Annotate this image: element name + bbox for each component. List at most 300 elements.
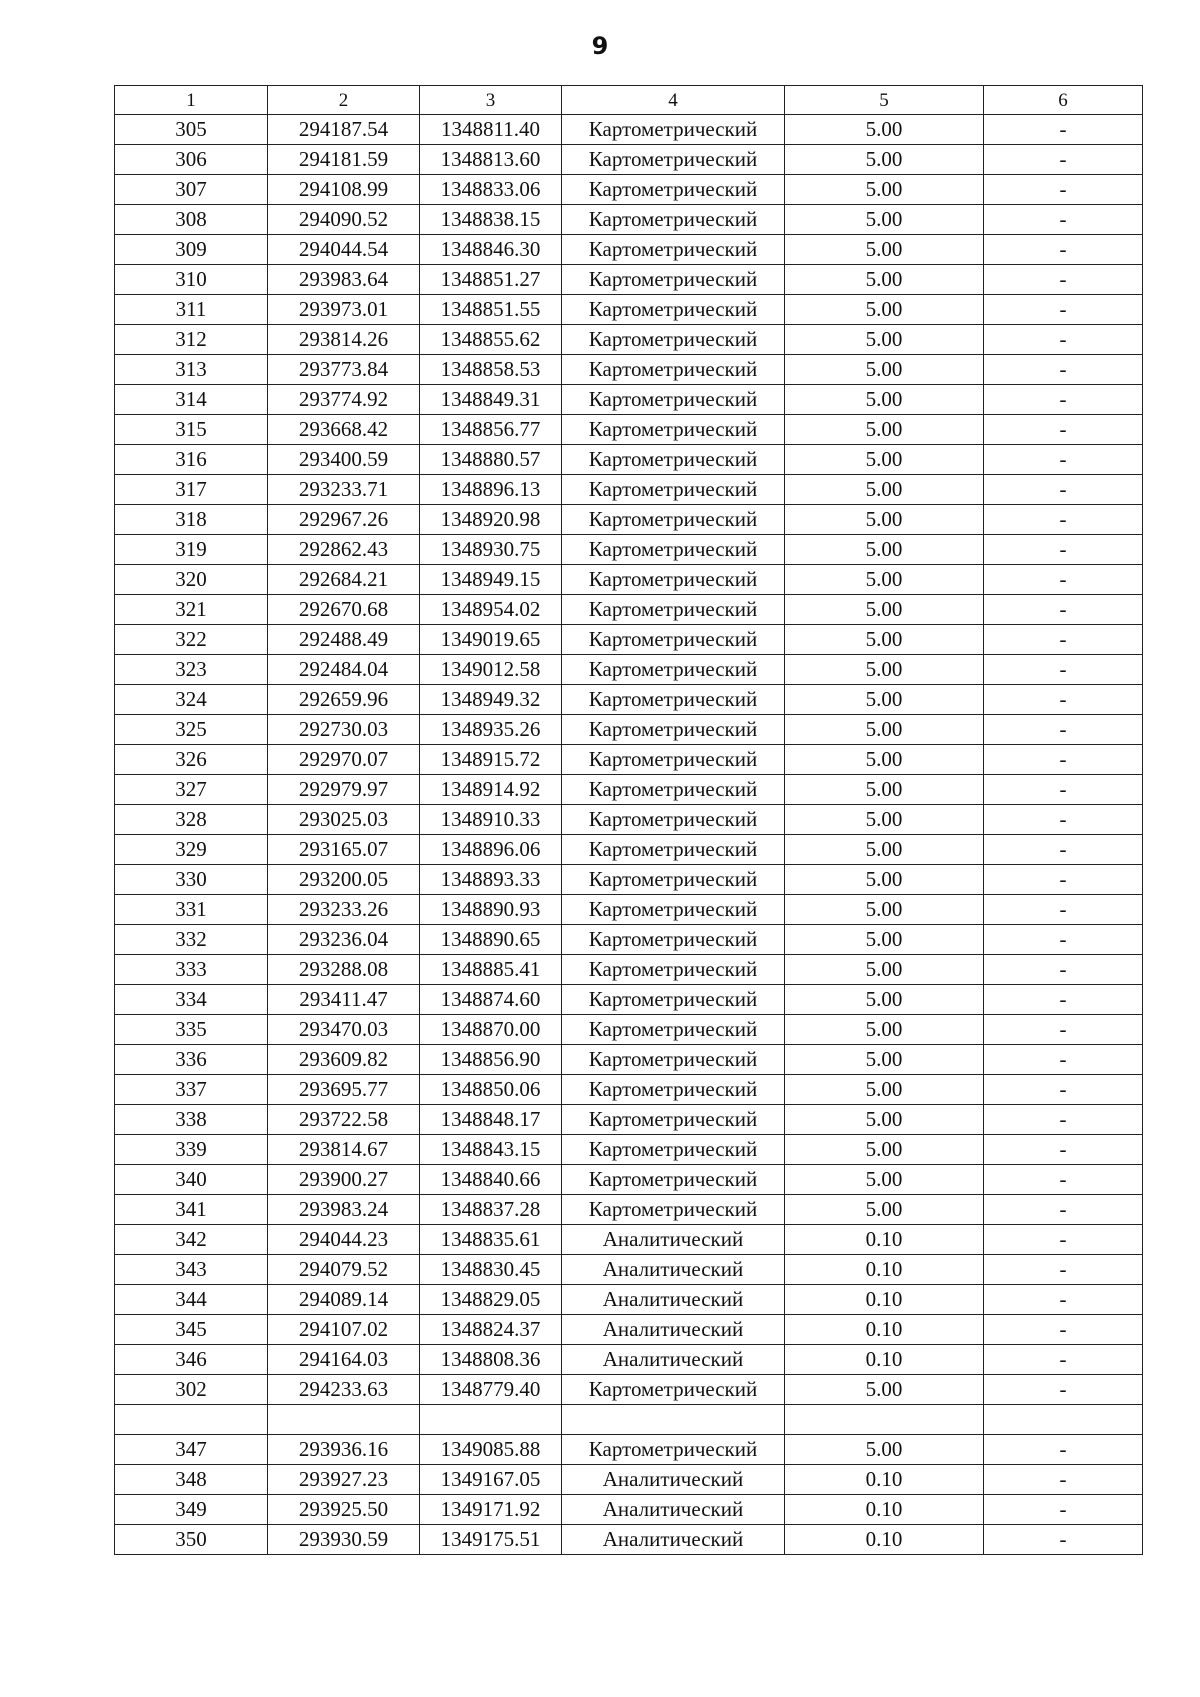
method-cell: Картометрический: [562, 1015, 785, 1045]
method-cell: Картометрический: [562, 445, 785, 475]
x-coordinate-cell: 293609.82: [268, 1045, 420, 1075]
y-coordinate-cell: 1348813.60: [420, 145, 562, 175]
point-number-cell: 310: [115, 265, 268, 295]
method-cell: Картометрический: [562, 985, 785, 1015]
method-cell: Картометрический: [562, 415, 785, 445]
method-cell: Картометрический: [562, 175, 785, 205]
accuracy-cell: 5.00: [785, 655, 984, 685]
method-cell: Картометрический: [562, 1045, 785, 1075]
table-row: [115, 865, 1143, 895]
y-coordinate-cell: 1348855.62: [420, 325, 562, 355]
note-cell: -: [984, 595, 1143, 625]
method-cell: Картометрический: [562, 1195, 785, 1225]
note-cell: -: [984, 115, 1143, 145]
table-row: [115, 1015, 1143, 1045]
y-coordinate-cell: 1348779.40: [420, 1375, 562, 1405]
method-cell: [562, 1405, 785, 1435]
point-number-cell: 302: [115, 1375, 268, 1405]
accuracy-cell: 5.00: [785, 625, 984, 655]
x-coordinate-cell: 293411.47: [268, 985, 420, 1015]
note-cell: -: [984, 1195, 1143, 1225]
x-coordinate-cell: 294187.54: [268, 115, 420, 145]
table-row: [115, 895, 1143, 925]
y-coordinate-cell: 1348949.32: [420, 685, 562, 715]
method-cell: Картометрический: [562, 1165, 785, 1195]
table-row: [115, 1285, 1143, 1315]
x-coordinate-cell: 293695.77: [268, 1075, 420, 1105]
table-row: [115, 1315, 1143, 1345]
method-cell: Картометрический: [562, 145, 785, 175]
table-row: [115, 985, 1143, 1015]
y-coordinate-cell: 1348849.31: [420, 385, 562, 415]
note-cell: -: [984, 1225, 1143, 1255]
y-coordinate-cell: 1349175.51: [420, 1525, 562, 1555]
note-cell: -: [984, 1345, 1143, 1375]
method-cell: Картометрический: [562, 1105, 785, 1135]
point-number-cell: 325: [115, 715, 268, 745]
accuracy-cell: 5.00: [785, 775, 984, 805]
point-number-cell: 327: [115, 775, 268, 805]
table-row: [115, 1465, 1143, 1495]
point-number-cell: 343: [115, 1255, 268, 1285]
table-row: [115, 595, 1143, 625]
point-number-cell: 317: [115, 475, 268, 505]
point-number-cell: [115, 1405, 268, 1435]
note-cell: -: [984, 325, 1143, 355]
y-coordinate-cell: 1348833.06: [420, 175, 562, 205]
method-cell: Картометрический: [562, 325, 785, 355]
note-cell: -: [984, 535, 1143, 565]
accuracy-cell: 5.00: [785, 1165, 984, 1195]
note-cell: -: [984, 685, 1143, 715]
method-cell: Картометрический: [562, 205, 785, 235]
y-coordinate-cell: 1348843.15: [420, 1135, 562, 1165]
method-cell: Картометрический: [562, 355, 785, 385]
y-coordinate-cell: 1348824.37: [420, 1315, 562, 1345]
note-cell: -: [984, 1135, 1143, 1165]
table-row: [115, 625, 1143, 655]
y-coordinate-cell: 1348830.45: [420, 1255, 562, 1285]
y-coordinate-cell: [420, 1405, 562, 1435]
y-coordinate-cell: 1348890.93: [420, 895, 562, 925]
accuracy-cell: 5.00: [785, 1435, 984, 1465]
y-coordinate-cell: 1348850.06: [420, 1075, 562, 1105]
method-cell: Картометрический: [562, 595, 785, 625]
table-row: [115, 1075, 1143, 1105]
y-coordinate-cell: 1348837.28: [420, 1195, 562, 1225]
point-number-cell: 345: [115, 1315, 268, 1345]
table-row: [115, 535, 1143, 565]
note-cell: -: [984, 1495, 1143, 1525]
point-number-cell: 336: [115, 1045, 268, 1075]
x-coordinate-cell: 293930.59: [268, 1525, 420, 1555]
table-body: [115, 86, 1143, 1555]
accuracy-cell: 5.00: [785, 235, 984, 265]
note-cell: -: [984, 235, 1143, 265]
note-cell: -: [984, 295, 1143, 325]
method-cell: Картометрический: [562, 535, 785, 565]
point-number-cell: 348: [115, 1465, 268, 1495]
y-coordinate-cell: 1348858.53: [420, 355, 562, 385]
x-coordinate-cell: 293236.04: [268, 925, 420, 955]
x-coordinate-cell: 293900.27: [268, 1165, 420, 1195]
point-number-cell: 334: [115, 985, 268, 1015]
method-cell: Картометрический: [562, 865, 785, 895]
x-coordinate-cell: 294044.54: [268, 235, 420, 265]
note-cell: -: [984, 1015, 1143, 1045]
method-cell: Картометрический: [562, 625, 785, 655]
y-coordinate-cell: 1348874.60: [420, 985, 562, 1015]
method-cell: Картометрический: [562, 745, 785, 775]
y-coordinate-cell: 1348930.75: [420, 535, 562, 565]
note-cell: -: [984, 835, 1143, 865]
x-coordinate-cell: 293722.58: [268, 1105, 420, 1135]
y-coordinate-cell: 1348896.13: [420, 475, 562, 505]
accuracy-cell: 5.00: [785, 355, 984, 385]
x-coordinate-cell: 294044.23: [268, 1225, 420, 1255]
note-cell: [984, 1405, 1143, 1435]
header-cell-3: 3: [420, 86, 562, 115]
x-coordinate-cell: 292862.43: [268, 535, 420, 565]
x-coordinate-cell: 292684.21: [268, 565, 420, 595]
point-number-cell: 333: [115, 955, 268, 985]
header-cell-4: 4: [562, 86, 785, 115]
method-cell: Картометрический: [562, 475, 785, 505]
accuracy-cell: 5.00: [785, 205, 984, 235]
accuracy-cell: 0.10: [785, 1525, 984, 1555]
table-row: [115, 1225, 1143, 1255]
method-cell: Картометрический: [562, 1135, 785, 1165]
table-header-row: [115, 86, 1143, 115]
x-coordinate-cell: 292967.26: [268, 505, 420, 535]
method-cell: Аналитический: [562, 1315, 785, 1345]
point-number-cell: 326: [115, 745, 268, 775]
table-row: [115, 925, 1143, 955]
y-coordinate-cell: 1348949.15: [420, 565, 562, 595]
table-row: [115, 325, 1143, 355]
x-coordinate-cell: 293200.05: [268, 865, 420, 895]
note-cell: -: [984, 865, 1143, 895]
note-cell: -: [984, 1045, 1143, 1075]
method-cell: Картометрический: [562, 505, 785, 535]
note-cell: -: [984, 1375, 1143, 1405]
accuracy-cell: 0.10: [785, 1465, 984, 1495]
y-coordinate-cell: 1348920.98: [420, 505, 562, 535]
header-cell-5: 5: [785, 86, 984, 115]
accuracy-cell: 5.00: [785, 145, 984, 175]
table-row: [115, 235, 1143, 265]
accuracy-cell: 5.00: [785, 865, 984, 895]
y-coordinate-cell: 1348890.65: [420, 925, 562, 955]
x-coordinate-cell: [268, 1405, 420, 1435]
y-coordinate-cell: 1348848.17: [420, 1105, 562, 1135]
accuracy-cell: 5.00: [785, 595, 984, 625]
note-cell: -: [984, 805, 1143, 835]
x-coordinate-cell: 292730.03: [268, 715, 420, 745]
x-coordinate-cell: 293668.42: [268, 415, 420, 445]
table-row: [115, 745, 1143, 775]
accuracy-cell: 5.00: [785, 175, 984, 205]
method-cell: Картометрический: [562, 1075, 785, 1105]
point-number-cell: 337: [115, 1075, 268, 1105]
point-number-cell: 305: [115, 115, 268, 145]
x-coordinate-cell: 293400.59: [268, 445, 420, 475]
y-coordinate-cell: 1348840.66: [420, 1165, 562, 1195]
accuracy-cell: 5.00: [785, 715, 984, 745]
accuracy-cell: 5.00: [785, 745, 984, 775]
method-cell: Аналитический: [562, 1465, 785, 1495]
note-cell: -: [984, 1525, 1143, 1555]
table-row: [115, 775, 1143, 805]
accuracy-cell: 5.00: [785, 295, 984, 325]
y-coordinate-cell: 1349012.58: [420, 655, 562, 685]
table-row: [115, 565, 1143, 595]
method-cell: Картометрический: [562, 1435, 785, 1465]
table-row: [115, 1435, 1143, 1465]
note-cell: -: [984, 625, 1143, 655]
accuracy-cell: 5.00: [785, 1015, 984, 1045]
table-row: [115, 445, 1143, 475]
point-number-cell: 349: [115, 1495, 268, 1525]
method-cell: Картометрический: [562, 775, 785, 805]
point-number-cell: 321: [115, 595, 268, 625]
x-coordinate-cell: 293983.64: [268, 265, 420, 295]
accuracy-cell: 0.10: [785, 1345, 984, 1375]
table-row: [115, 1525, 1143, 1555]
y-coordinate-cell: 1348914.92: [420, 775, 562, 805]
y-coordinate-cell: 1348811.40: [420, 115, 562, 145]
note-cell: -: [984, 715, 1143, 745]
accuracy-cell: 5.00: [785, 475, 984, 505]
coordinates-table: [114, 85, 1143, 1555]
method-cell: Картометрический: [562, 715, 785, 745]
table-row: [115, 265, 1143, 295]
page-number: 9: [591, 32, 609, 60]
note-cell: -: [984, 1105, 1143, 1135]
table-row: [115, 1495, 1143, 1525]
note-cell: -: [984, 745, 1143, 775]
note-cell: -: [984, 475, 1143, 505]
y-coordinate-cell: 1348829.05: [420, 1285, 562, 1315]
y-coordinate-cell: 1349085.88: [420, 1435, 562, 1465]
table-row: [115, 955, 1143, 985]
note-cell: -: [984, 955, 1143, 985]
method-cell: Картометрический: [562, 655, 785, 685]
y-coordinate-cell: 1348935.26: [420, 715, 562, 745]
y-coordinate-cell: 1348915.72: [420, 745, 562, 775]
point-number-cell: 338: [115, 1105, 268, 1135]
x-coordinate-cell: 293773.84: [268, 355, 420, 385]
point-number-cell: 344: [115, 1285, 268, 1315]
point-number-cell: 312: [115, 325, 268, 355]
x-coordinate-cell: 294089.14: [268, 1285, 420, 1315]
table-row: [115, 685, 1143, 715]
accuracy-cell: 5.00: [785, 565, 984, 595]
table-row: [115, 835, 1143, 865]
note-cell: -: [984, 775, 1143, 805]
table-row: [115, 475, 1143, 505]
method-cell: Аналитический: [562, 1225, 785, 1255]
y-coordinate-cell: 1349019.65: [420, 625, 562, 655]
note-cell: -: [984, 1285, 1143, 1315]
accuracy-cell: 0.10: [785, 1225, 984, 1255]
y-coordinate-cell: 1348880.57: [420, 445, 562, 475]
point-number-cell: 316: [115, 445, 268, 475]
point-number-cell: 318: [115, 505, 268, 535]
note-cell: -: [984, 565, 1143, 595]
y-coordinate-cell: 1348870.00: [420, 1015, 562, 1045]
note-cell: -: [984, 415, 1143, 445]
y-coordinate-cell: 1348846.30: [420, 235, 562, 265]
x-coordinate-cell: 293973.01: [268, 295, 420, 325]
accuracy-cell: 5.00: [785, 1195, 984, 1225]
table-row: [115, 295, 1143, 325]
accuracy-cell: 5.00: [785, 1075, 984, 1105]
table-row: [115, 505, 1143, 535]
note-cell: -: [984, 505, 1143, 535]
point-number-cell: 313: [115, 355, 268, 385]
x-coordinate-cell: 293983.24: [268, 1195, 420, 1225]
accuracy-cell: 5.00: [785, 895, 984, 925]
x-coordinate-cell: 292484.04: [268, 655, 420, 685]
point-number-cell: 323: [115, 655, 268, 685]
point-number-cell: 324: [115, 685, 268, 715]
x-coordinate-cell: 293233.26: [268, 895, 420, 925]
table-row: [115, 415, 1143, 445]
accuracy-cell: 5.00: [785, 325, 984, 355]
accuracy-cell: 5.00: [785, 955, 984, 985]
method-cell: Картометрический: [562, 895, 785, 925]
point-number-cell: 329: [115, 835, 268, 865]
y-coordinate-cell: 1348851.55: [420, 295, 562, 325]
x-coordinate-cell: 294090.52: [268, 205, 420, 235]
x-coordinate-cell: 293025.03: [268, 805, 420, 835]
point-number-cell: 314: [115, 385, 268, 415]
note-cell: -: [984, 1075, 1143, 1105]
point-number-cell: 328: [115, 805, 268, 835]
accuracy-cell: 5.00: [785, 535, 984, 565]
accuracy-cell: 5.00: [785, 445, 984, 475]
point-number-cell: 306: [115, 145, 268, 175]
method-cell: Картометрический: [562, 265, 785, 295]
note-cell: -: [984, 1315, 1143, 1345]
x-coordinate-cell: 293774.92: [268, 385, 420, 415]
x-coordinate-cell: 294108.99: [268, 175, 420, 205]
x-coordinate-cell: 293814.67: [268, 1135, 420, 1165]
y-coordinate-cell: 1349167.05: [420, 1465, 562, 1495]
point-number-cell: 335: [115, 1015, 268, 1045]
method-cell: Картометрический: [562, 1375, 785, 1405]
header-cell-6: 6: [984, 86, 1143, 115]
point-number-cell: 308: [115, 205, 268, 235]
y-coordinate-cell: 1348851.27: [420, 265, 562, 295]
point-number-cell: 330: [115, 865, 268, 895]
x-coordinate-cell: 293165.07: [268, 835, 420, 865]
note-cell: -: [984, 925, 1143, 955]
accuracy-cell: 5.00: [785, 685, 984, 715]
note-cell: -: [984, 175, 1143, 205]
header-cell-1: 1: [115, 86, 268, 115]
accuracy-cell: 5.00: [785, 265, 984, 295]
method-cell: Аналитический: [562, 1285, 785, 1315]
table-row: [115, 715, 1143, 745]
accuracy-cell: 0.10: [785, 1495, 984, 1525]
point-number-cell: 311: [115, 295, 268, 325]
table-row: [115, 1255, 1143, 1285]
method-cell: Картометрический: [562, 805, 785, 835]
x-coordinate-cell: 292659.96: [268, 685, 420, 715]
accuracy-cell: 5.00: [785, 505, 984, 535]
table-row: [115, 1165, 1143, 1195]
method-cell: Аналитический: [562, 1495, 785, 1525]
point-number-cell: 320: [115, 565, 268, 595]
note-cell: -: [984, 265, 1143, 295]
note-cell: -: [984, 1435, 1143, 1465]
x-coordinate-cell: 294181.59: [268, 145, 420, 175]
note-cell: -: [984, 145, 1143, 175]
accuracy-cell: 5.00: [785, 985, 984, 1015]
x-coordinate-cell: 293814.26: [268, 325, 420, 355]
point-number-cell: 342: [115, 1225, 268, 1255]
note-cell: -: [984, 895, 1143, 925]
table-row: [115, 355, 1143, 385]
table-row: [115, 1045, 1143, 1075]
x-coordinate-cell: 292670.68: [268, 595, 420, 625]
y-coordinate-cell: 1348893.33: [420, 865, 562, 895]
method-cell: Аналитический: [562, 1525, 785, 1555]
y-coordinate-cell: 1348808.36: [420, 1345, 562, 1375]
method-cell: Картометрический: [562, 955, 785, 985]
method-cell: Аналитический: [562, 1345, 785, 1375]
y-coordinate-cell: 1348835.61: [420, 1225, 562, 1255]
accuracy-cell: 5.00: [785, 835, 984, 865]
y-coordinate-cell: 1348910.33: [420, 805, 562, 835]
x-coordinate-cell: 294079.52: [268, 1255, 420, 1285]
x-coordinate-cell: 293470.03: [268, 1015, 420, 1045]
point-number-cell: 319: [115, 535, 268, 565]
accuracy-cell: 0.10: [785, 1285, 984, 1315]
note-cell: -: [984, 1255, 1143, 1285]
point-number-cell: 346: [115, 1345, 268, 1375]
point-number-cell: 315: [115, 415, 268, 445]
x-coordinate-cell: 292979.97: [268, 775, 420, 805]
method-cell: Картометрический: [562, 565, 785, 595]
point-number-cell: 331: [115, 895, 268, 925]
table-row: [115, 1135, 1143, 1165]
table-row: [115, 1405, 1143, 1435]
x-coordinate-cell: 293233.71: [268, 475, 420, 505]
table-row: [115, 655, 1143, 685]
table-row: [115, 205, 1143, 235]
accuracy-cell: 5.00: [785, 805, 984, 835]
accuracy-cell: 5.00: [785, 385, 984, 415]
accuracy-cell: 0.10: [785, 1255, 984, 1285]
method-cell: Картометрический: [562, 925, 785, 955]
x-coordinate-cell: 293288.08: [268, 955, 420, 985]
x-coordinate-cell: 294233.63: [268, 1375, 420, 1405]
accuracy-cell: 5.00: [785, 1105, 984, 1135]
point-number-cell: 340: [115, 1165, 268, 1195]
y-coordinate-cell: 1349171.92: [420, 1495, 562, 1525]
note-cell: -: [984, 445, 1143, 475]
method-cell: Картометрический: [562, 835, 785, 865]
header-cell-2: 2: [268, 86, 420, 115]
method-cell: Картометрический: [562, 385, 785, 415]
note-cell: -: [984, 1165, 1143, 1195]
accuracy-cell: 5.00: [785, 1045, 984, 1075]
point-number-cell: 332: [115, 925, 268, 955]
x-coordinate-cell: 293936.16: [268, 1435, 420, 1465]
